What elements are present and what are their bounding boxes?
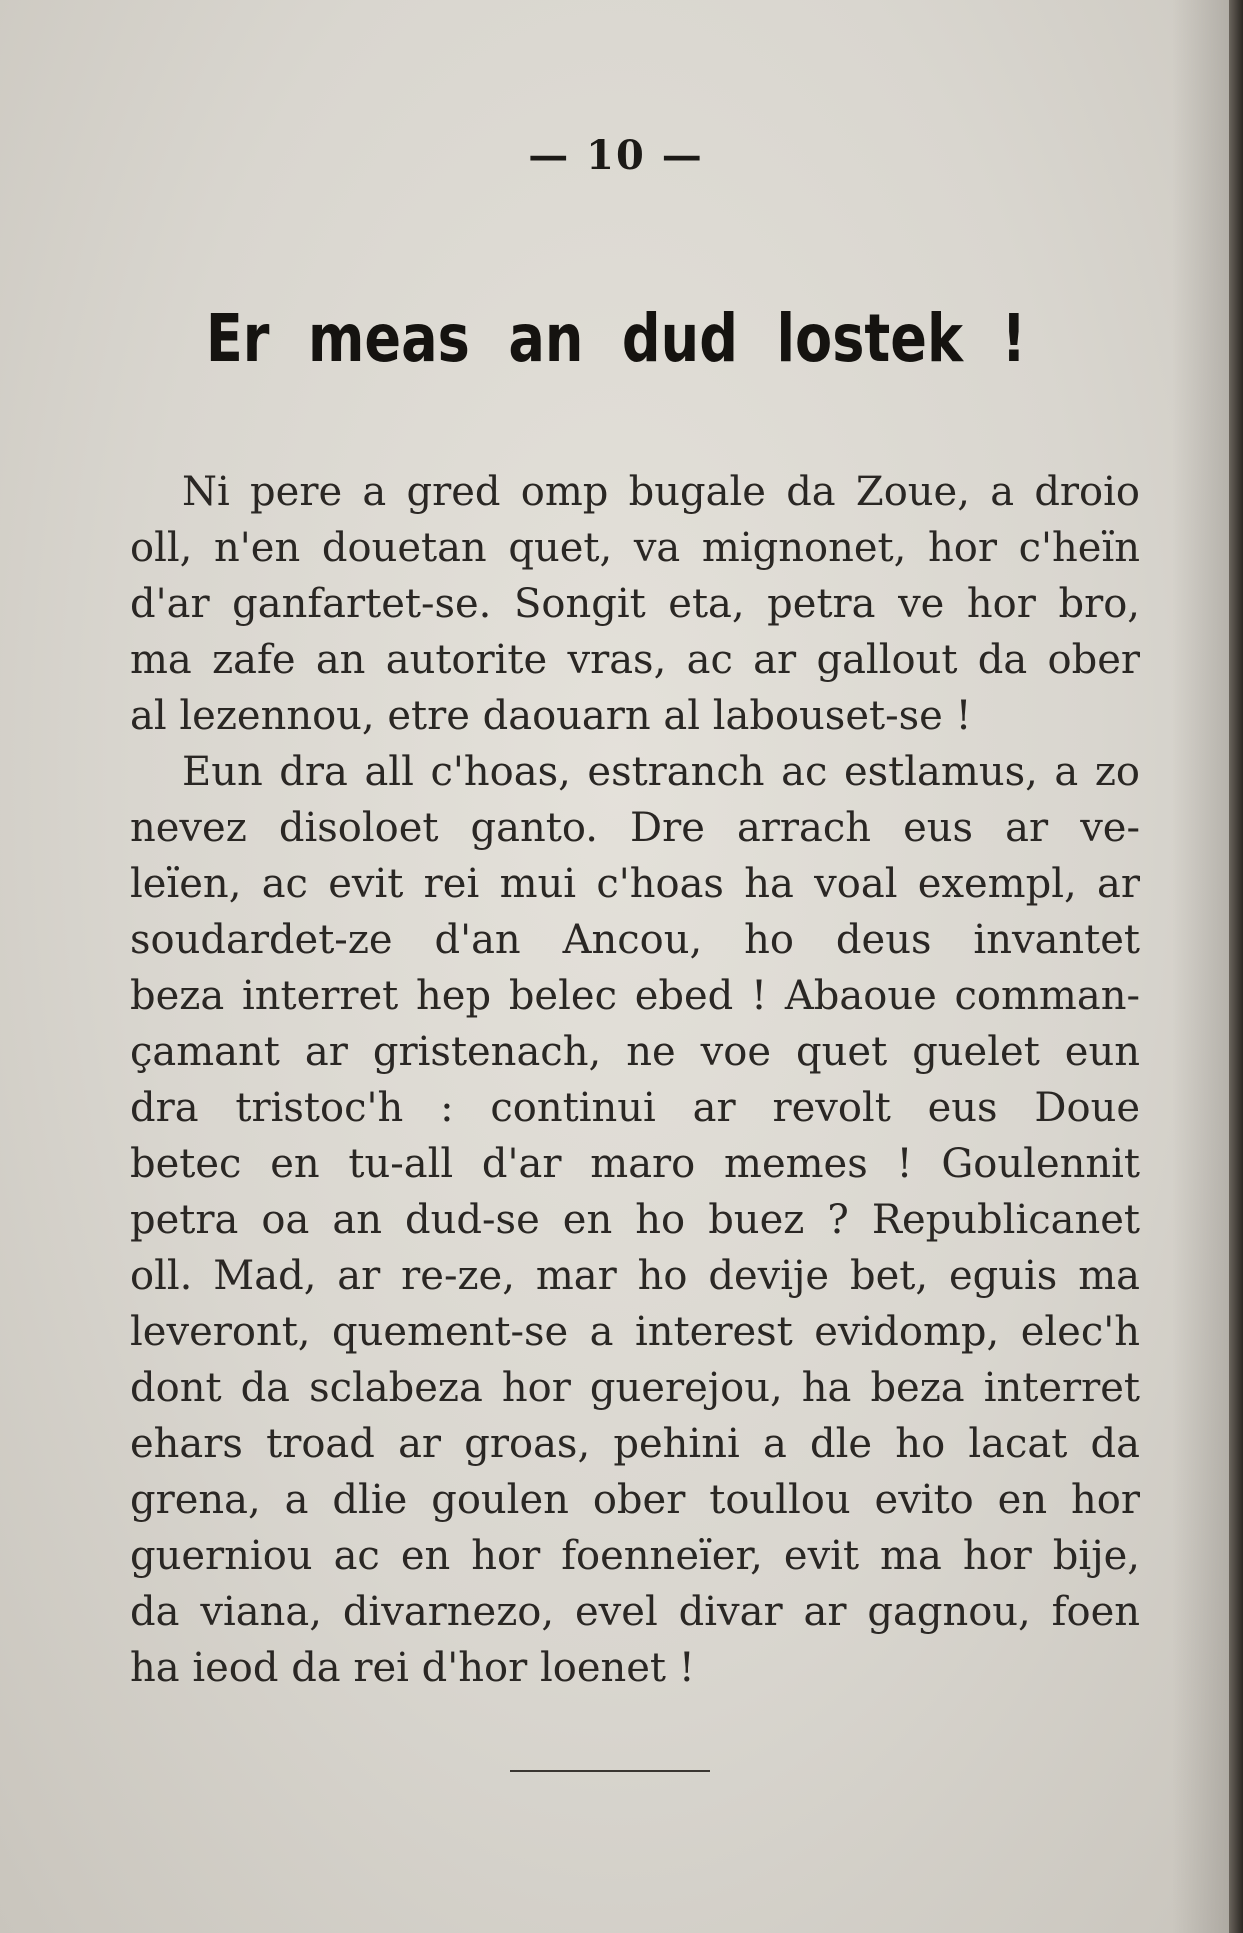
text-line: çamant ar gristenach, ne voe quet guelet eun — [130, 1029, 1140, 1075]
text-line: grena, a dlie goulen ober toullou evito en hor — [130, 1477, 1140, 1523]
text-line: d'ar ganfartet-se. Songit eta, petra ve hor bro, — [130, 581, 1140, 627]
text-line: beza interret hep belec ebed ! Abaoue comman- — [130, 973, 1140, 1019]
text-line: oll. Mad, ar re-ze, mar ho devije bet, eguis ma — [130, 1253, 1140, 1299]
page-edge — [1229, 0, 1243, 1933]
text-line: guerniou ac en hor foenneïer, evit ma hor bije, — [130, 1533, 1140, 1579]
text-line: Eun dra all c'hoas, estranch ac estlamus, a zo — [182, 749, 1140, 795]
text-line: da viana, divarnezo, evel divar ar gagnou, foen — [130, 1589, 1140, 1635]
text-line: Ni pere a gred omp bugale da Zoue, a droio — [182, 469, 1140, 515]
body-text — [130, 464, 1140, 1696]
paragraph-2 — [130, 744, 1140, 1696]
text-line: ha ieod da rei d'hor loenet ! — [130, 1645, 695, 1691]
text-line: dra tristoc'h : continui ar revolt eus Doue — [130, 1085, 1140, 1131]
text-line: nevez disoloet ganto. Dre arrach eus ar ve- — [130, 805, 1140, 851]
text-line: ma zafe an autorite vras, ac ar gallout da ober — [130, 637, 1140, 683]
text-line: soudardet-ze d'an Ancou, ho deus invantet — [130, 917, 1140, 963]
text-line: leïen, ac evit rei mui c'hoas ha voal exempl, ar — [130, 861, 1140, 907]
chapter-title: Er meas an dud lostek ! — [205, 300, 1027, 377]
page-number: — 10 — — [528, 132, 704, 179]
text-line: betec en tu-all d'ar maro memes ! Goulennit — [130, 1141, 1140, 1187]
text-line: dont da sclabeza hor guerejou, ha beza interret — [130, 1365, 1140, 1411]
text-line: petra oa an dud-se en ho buez ? Republicanet — [130, 1197, 1140, 1243]
section-divider — [510, 1770, 710, 1772]
text-line: leveront, quement-se a interest evidomp, elec'h — [130, 1309, 1140, 1355]
paragraph-1 — [130, 464, 1140, 744]
text-line: al lezennou, etre daouarn al labouset-se ! — [130, 693, 972, 739]
text-line: ehars troad ar groas, pehini a dle ho lacat da — [130, 1421, 1140, 1467]
text-line: oll, n'en douetan quet, va mignonet, hor c'heïn — [130, 525, 1140, 571]
